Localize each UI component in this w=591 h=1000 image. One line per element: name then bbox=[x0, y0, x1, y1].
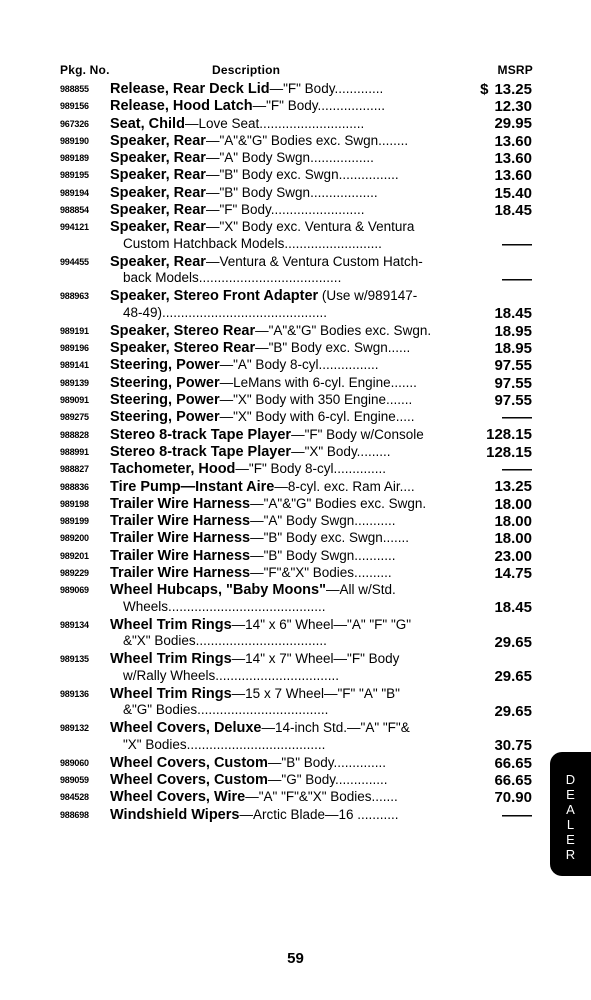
msrp-price bbox=[494, 203, 532, 220]
part-description bbox=[110, 755, 458, 772]
parts-row bbox=[0, 755, 591, 772]
part-description bbox=[110, 357, 458, 374]
dealer-tab-letter: L bbox=[566, 817, 575, 832]
msrp-price bbox=[494, 479, 532, 496]
price-value: 23.00 bbox=[494, 547, 532, 565]
msrp-price bbox=[494, 116, 532, 133]
part-description bbox=[110, 513, 458, 530]
part-detail: —"X" Body exc. Ventura & Ventura bbox=[205, 219, 415, 235]
dealer-tab-letter: A bbox=[566, 802, 575, 817]
part-description bbox=[110, 219, 458, 252]
price-value: 97.55 bbox=[494, 374, 532, 392]
pkg-number: 994455 bbox=[60, 256, 89, 267]
pkg-number: 989199 bbox=[60, 516, 89, 527]
parts-row bbox=[0, 116, 591, 133]
pkg-number: 967326 bbox=[60, 118, 89, 129]
pkg-number: 989136 bbox=[60, 688, 89, 699]
parts-row bbox=[0, 185, 591, 202]
parts-row bbox=[0, 617, 591, 652]
part-detail: —"B" Body Swgn.................. bbox=[205, 184, 378, 200]
part-detail: —Love Seat............................ bbox=[184, 115, 365, 131]
part-detail: —Ventura & Ventura Custom Hatch- bbox=[205, 253, 423, 269]
part-detail-continued: "X" Bodies..................................... bbox=[123, 736, 326, 752]
parts-row bbox=[0, 202, 591, 219]
part-title: Trailer Wire Harness bbox=[110, 513, 251, 530]
dealer-tab-letter: E bbox=[566, 832, 575, 847]
pkg-number: 989132 bbox=[60, 723, 89, 734]
dealer-tab bbox=[550, 752, 591, 876]
part-description bbox=[110, 202, 458, 219]
part-title: Wheel Covers, Wire bbox=[110, 789, 246, 806]
part-description bbox=[110, 807, 458, 824]
part-detail: —"A" Body Swgn................. bbox=[205, 150, 374, 166]
part-detail: —15 x 7 Wheel—"F" "A" "B" bbox=[231, 685, 400, 701]
parts-row bbox=[0, 288, 591, 323]
part-detail-continued: Custom Hatchback Models.......................... bbox=[123, 235, 382, 251]
part-title: Steering, Power bbox=[110, 357, 220, 374]
part-description bbox=[110, 288, 458, 321]
pkg-number: 989141 bbox=[60, 360, 89, 371]
pkg-number: 989229 bbox=[60, 568, 89, 579]
price-value: 18.00 bbox=[494, 530, 532, 548]
parts-row bbox=[0, 582, 591, 617]
part-description bbox=[110, 720, 458, 753]
part-title: Speaker, Rear bbox=[110, 132, 206, 149]
msrp-price bbox=[494, 497, 532, 514]
pkg-number: 994121 bbox=[60, 222, 89, 233]
part-description bbox=[110, 686, 458, 719]
part-detail: —14" x 7" Wheel—"F" Body bbox=[231, 651, 400, 667]
msrp-price bbox=[494, 168, 532, 185]
parts-row bbox=[0, 167, 591, 184]
pkg-number: 988836 bbox=[60, 481, 89, 492]
part-title: Trailer Wire Harness bbox=[110, 565, 251, 582]
dollar-sign: $ bbox=[480, 80, 489, 98]
price-value: 18.95 bbox=[494, 322, 532, 340]
price-value: 18.00 bbox=[494, 512, 532, 530]
part-detail: —"F" Body w/Console bbox=[291, 426, 424, 442]
part-detail-continued: &"G" Bodies................................... bbox=[123, 702, 329, 718]
msrp-price bbox=[494, 376, 532, 393]
part-description bbox=[110, 150, 458, 167]
part-description bbox=[110, 427, 458, 444]
msrp-price bbox=[494, 358, 532, 375]
pkg-number: 989198 bbox=[60, 498, 89, 509]
price-value: 13.60 bbox=[494, 149, 532, 167]
part-detail-continued: w/Rally Wheels................................. bbox=[123, 667, 340, 683]
part-title: Speaker, Rear bbox=[110, 150, 206, 167]
pkg-number: 989156 bbox=[60, 101, 89, 112]
part-title: Steering, Power bbox=[110, 374, 220, 391]
pkg-number: 988855 bbox=[60, 84, 89, 94]
part-title: Wheel Hubcaps, "Baby Moons" bbox=[110, 582, 326, 599]
dealer-tab-letter: E bbox=[566, 787, 575, 802]
part-title: Steering, Power bbox=[110, 409, 220, 426]
parts-row bbox=[0, 392, 591, 409]
msrp-price bbox=[494, 756, 532, 773]
parts-row bbox=[0, 548, 591, 565]
part-title: Speaker, Stereo Rear bbox=[110, 322, 256, 339]
price-value: 29.65 bbox=[494, 668, 532, 686]
part-detail: —"B" Body exc. Swgn....... bbox=[250, 530, 410, 546]
part-title: Release, Rear Deck Lid bbox=[110, 81, 270, 97]
pkg-number: 989059 bbox=[60, 775, 89, 786]
page-number: 59 bbox=[287, 950, 304, 967]
price-value: —— bbox=[502, 270, 532, 288]
pkg-number: 988698 bbox=[60, 809, 89, 820]
pkg-number: 988827 bbox=[60, 464, 89, 475]
part-description bbox=[110, 340, 458, 357]
part-description bbox=[110, 772, 458, 789]
part-detail-continued: &"X" Bodies................................... bbox=[123, 633, 327, 649]
parts-row bbox=[0, 81, 591, 98]
part-description bbox=[110, 496, 458, 513]
parts-row bbox=[0, 565, 591, 582]
msrp-price bbox=[502, 808, 532, 825]
part-description bbox=[110, 651, 458, 684]
parts-row bbox=[0, 686, 591, 721]
part-detail-continued: back Models...................................... bbox=[123, 270, 342, 286]
msrp-price bbox=[502, 237, 532, 254]
part-title: Speaker, Rear bbox=[110, 167, 206, 184]
parts-row bbox=[0, 340, 591, 357]
pkg-number: 989201 bbox=[60, 550, 89, 561]
msrp-price bbox=[494, 186, 532, 203]
part-title: Windshield Wipers bbox=[110, 806, 240, 823]
price-value: 66.65 bbox=[494, 754, 532, 772]
parts-row bbox=[0, 720, 591, 755]
parts-row bbox=[0, 375, 591, 392]
parts-row bbox=[0, 98, 591, 115]
part-title: Speaker, Rear bbox=[110, 202, 206, 219]
parts-row bbox=[0, 651, 591, 686]
price-value: —— bbox=[502, 806, 532, 824]
pkg-number: 988828 bbox=[60, 429, 89, 440]
price-value: —— bbox=[502, 409, 532, 427]
price-value: 70.90 bbox=[494, 789, 532, 807]
price-value: 29.95 bbox=[494, 115, 532, 133]
part-title: Speaker, Stereo Front Adapter bbox=[110, 288, 319, 305]
parts-row bbox=[0, 479, 591, 496]
part-description bbox=[110, 789, 458, 806]
part-description bbox=[110, 133, 458, 150]
part-description bbox=[110, 617, 458, 650]
part-detail: —"F" Body......................... bbox=[205, 202, 365, 218]
parts-row bbox=[0, 513, 591, 530]
msrp-price bbox=[494, 549, 532, 566]
part-detail: —"G" Body.............. bbox=[267, 772, 388, 788]
part-description bbox=[110, 375, 458, 392]
parts-row bbox=[0, 409, 591, 426]
pkg-number: 988963 bbox=[60, 291, 89, 302]
part-detail: —14-inch Std.—"A" "F"& bbox=[261, 720, 410, 736]
pkg-number: 989195 bbox=[60, 170, 89, 181]
part-detail: —"A"&"G" Bodies exc. Swgn. bbox=[255, 322, 432, 338]
msrp-price bbox=[494, 306, 532, 323]
price-value: 18.45 bbox=[494, 201, 532, 219]
parts-row bbox=[0, 807, 591, 824]
parts-row bbox=[0, 772, 591, 789]
part-detail: —"A" Body 8-cyl................ bbox=[219, 357, 379, 373]
part-title: Tachometer, Hood bbox=[110, 461, 236, 478]
msrp-price bbox=[486, 427, 532, 444]
pkg-number: 989191 bbox=[60, 325, 89, 336]
part-title: Stereo 8-track Tape Player bbox=[110, 443, 292, 460]
msrp-price bbox=[494, 99, 532, 116]
price-value: 97.55 bbox=[494, 357, 532, 375]
msrp-price bbox=[494, 341, 532, 358]
dealer-tab-letter: R bbox=[565, 847, 576, 862]
part-description bbox=[110, 185, 458, 202]
header-msrp: MSRP bbox=[497, 63, 533, 77]
part-title: Trailer Wire Harness bbox=[110, 530, 251, 547]
msrp-price bbox=[494, 324, 532, 341]
pkg-number: 989194 bbox=[60, 187, 89, 198]
part-title: Release, Hood Latch bbox=[110, 98, 253, 115]
part-description bbox=[110, 582, 458, 615]
part-title: Wheel Trim Rings bbox=[110, 685, 232, 702]
msrp-price bbox=[494, 600, 532, 617]
msrp-price bbox=[494, 669, 532, 686]
parts-row bbox=[0, 357, 591, 374]
part-description bbox=[110, 98, 458, 115]
part-detail: —"B" Body exc. Swgn................ bbox=[205, 167, 399, 183]
price-value: —— bbox=[502, 236, 532, 254]
parts-row bbox=[0, 254, 591, 289]
part-detail: —"B" Body.............. bbox=[267, 754, 387, 770]
msrp-price bbox=[494, 134, 532, 151]
price-value: 12.30 bbox=[494, 98, 532, 116]
msrp-price bbox=[494, 738, 532, 755]
parts-row bbox=[0, 530, 591, 547]
parts-row bbox=[0, 789, 591, 806]
pkg-number: 989200 bbox=[60, 533, 89, 544]
msrp-price bbox=[494, 531, 532, 548]
parts-list bbox=[0, 81, 591, 824]
msrp-price bbox=[494, 704, 532, 721]
price-value: —— bbox=[502, 461, 532, 479]
price-value: 128.15 bbox=[486, 426, 532, 444]
msrp-price bbox=[502, 272, 532, 289]
pkg-number: 989060 bbox=[60, 757, 89, 768]
part-detail: —"X" Body with 350 Engine....... bbox=[219, 392, 413, 408]
part-detail: —"F" Body 8-cyl.............. bbox=[235, 461, 387, 477]
price-value: 66.65 bbox=[494, 771, 532, 789]
pkg-number: 989135 bbox=[60, 654, 89, 665]
header-pkg-no: Pkg. No. bbox=[60, 63, 110, 77]
pkg-number: 989134 bbox=[60, 619, 89, 630]
msrp-price bbox=[494, 566, 532, 583]
part-description bbox=[110, 461, 458, 478]
part-detail: —"X" Body......... bbox=[291, 443, 391, 459]
part-title: Speaker, Stereo Rear bbox=[110, 340, 256, 357]
price-value: 30.75 bbox=[494, 737, 532, 755]
msrp-price bbox=[494, 635, 532, 652]
price-value: 18.45 bbox=[494, 599, 532, 617]
part-description bbox=[110, 81, 458, 98]
part-title: Steering, Power bbox=[110, 392, 220, 409]
part-detail: —Arctic Blade—16 ........... bbox=[239, 806, 399, 822]
price-value: 13.60 bbox=[494, 167, 532, 185]
part-description bbox=[110, 167, 458, 184]
pkg-number: 989139 bbox=[60, 377, 89, 388]
part-detail: —"A"&"G" Bodies exc. Swgn. bbox=[250, 495, 427, 511]
part-detail: —"A" Body Swgn........... bbox=[250, 513, 396, 529]
part-detail: —14" x 6" Wheel—"A" "F" "G" bbox=[231, 616, 412, 632]
part-detail: —"B" Body Swgn........... bbox=[250, 547, 396, 563]
price-value: 18.00 bbox=[494, 495, 532, 513]
msrp-price bbox=[494, 151, 532, 168]
part-title: Stereo 8-track Tape Player bbox=[110, 426, 292, 443]
msrp-price bbox=[494, 514, 532, 531]
part-title: Speaker, Rear bbox=[110, 219, 206, 236]
price-value: 13.25 bbox=[494, 478, 532, 496]
parts-row bbox=[0, 323, 591, 340]
price-value: 29.65 bbox=[494, 633, 532, 651]
parts-row bbox=[0, 427, 591, 444]
msrp-price bbox=[486, 445, 532, 462]
parts-row bbox=[0, 496, 591, 513]
price-value: 14.75 bbox=[494, 564, 532, 582]
part-detail: —All w/Std. bbox=[325, 582, 396, 598]
part-detail-continued: Wheels.......................................... bbox=[123, 598, 326, 614]
part-title: Speaker, Rear bbox=[110, 253, 206, 270]
msrp-price bbox=[502, 462, 532, 479]
pkg-number: 989091 bbox=[60, 395, 89, 406]
pkg-number: 989069 bbox=[60, 585, 89, 596]
part-title: Trailer Wire Harness bbox=[110, 547, 251, 564]
part-description bbox=[110, 116, 458, 133]
part-description bbox=[110, 530, 458, 547]
pkg-number: 989275 bbox=[60, 412, 89, 423]
parts-row bbox=[0, 133, 591, 150]
part-detail: —"F"&"X" Bodies.......... bbox=[250, 565, 392, 581]
part-title: Trailer Wire Harness bbox=[110, 495, 251, 512]
part-detail-continued: 48-49)............................................ bbox=[123, 304, 328, 320]
part-detail: —"A" "F"&"X" Bodies....... bbox=[245, 789, 398, 805]
price-value: 128.15 bbox=[486, 443, 532, 461]
part-title: Speaker, Rear bbox=[110, 184, 206, 201]
msrp-price bbox=[502, 410, 532, 427]
price-value: 18.95 bbox=[494, 339, 532, 357]
part-description bbox=[110, 565, 458, 582]
part-detail: —"X" Body with 6-cyl. Engine..... bbox=[219, 409, 415, 425]
part-title: Wheel Covers, Custom bbox=[110, 772, 268, 789]
msrp-price bbox=[494, 790, 532, 807]
pkg-number: 988991 bbox=[60, 446, 89, 457]
part-title: Wheel Covers, Custom bbox=[110, 754, 268, 771]
part-title: Tire Pump—Instant Aire bbox=[110, 478, 275, 495]
msrp-price bbox=[480, 82, 532, 99]
price-value: 29.65 bbox=[494, 702, 532, 720]
part-detail: —"F" Body............. bbox=[269, 81, 384, 96]
msrp-price bbox=[494, 773, 532, 790]
pkg-number: 984528 bbox=[60, 792, 89, 803]
pkg-number: 988854 bbox=[60, 205, 89, 216]
part-detail: —LeMans with 6-cyl. Engine....... bbox=[219, 374, 417, 390]
part-detail: —"F" Body.................. bbox=[252, 98, 385, 114]
part-description bbox=[110, 254, 458, 287]
part-title: Wheel Trim Rings bbox=[110, 651, 232, 668]
dealer-tab-letter: D bbox=[565, 772, 576, 787]
msrp-price bbox=[494, 393, 532, 410]
pkg-number: 989189 bbox=[60, 153, 89, 164]
parts-row bbox=[0, 219, 591, 254]
parts-row bbox=[0, 444, 591, 461]
part-description bbox=[110, 444, 458, 461]
parts-row bbox=[0, 461, 591, 478]
price-value: 13.25 bbox=[494, 80, 532, 98]
part-description bbox=[110, 323, 458, 340]
pkg-number: 989196 bbox=[60, 343, 89, 354]
part-detail: (Use w/989147- bbox=[318, 288, 418, 304]
parts-row bbox=[0, 150, 591, 167]
price-value: 97.55 bbox=[494, 391, 532, 409]
price-value: 13.60 bbox=[494, 132, 532, 150]
part-description bbox=[110, 548, 458, 565]
part-detail: —"A"&"G" Bodies exc. Swgn........ bbox=[205, 132, 409, 148]
header-description: Description bbox=[212, 63, 281, 77]
part-description bbox=[110, 409, 458, 426]
dealer-tab-label bbox=[550, 772, 591, 862]
part-title: Seat, Child bbox=[110, 115, 185, 132]
part-description bbox=[110, 392, 458, 409]
price-value: 15.40 bbox=[494, 184, 532, 202]
part-description bbox=[110, 479, 458, 496]
price-value: 18.45 bbox=[494, 305, 532, 323]
part-detail: —8-cyl. exc. Ram Air.... bbox=[274, 478, 415, 494]
part-detail: —"B" Body exc. Swgn...... bbox=[255, 340, 411, 356]
part-title: Wheel Trim Rings bbox=[110, 616, 232, 633]
part-title: Wheel Covers, Deluxe bbox=[110, 720, 262, 737]
pkg-number: 989190 bbox=[60, 135, 89, 146]
